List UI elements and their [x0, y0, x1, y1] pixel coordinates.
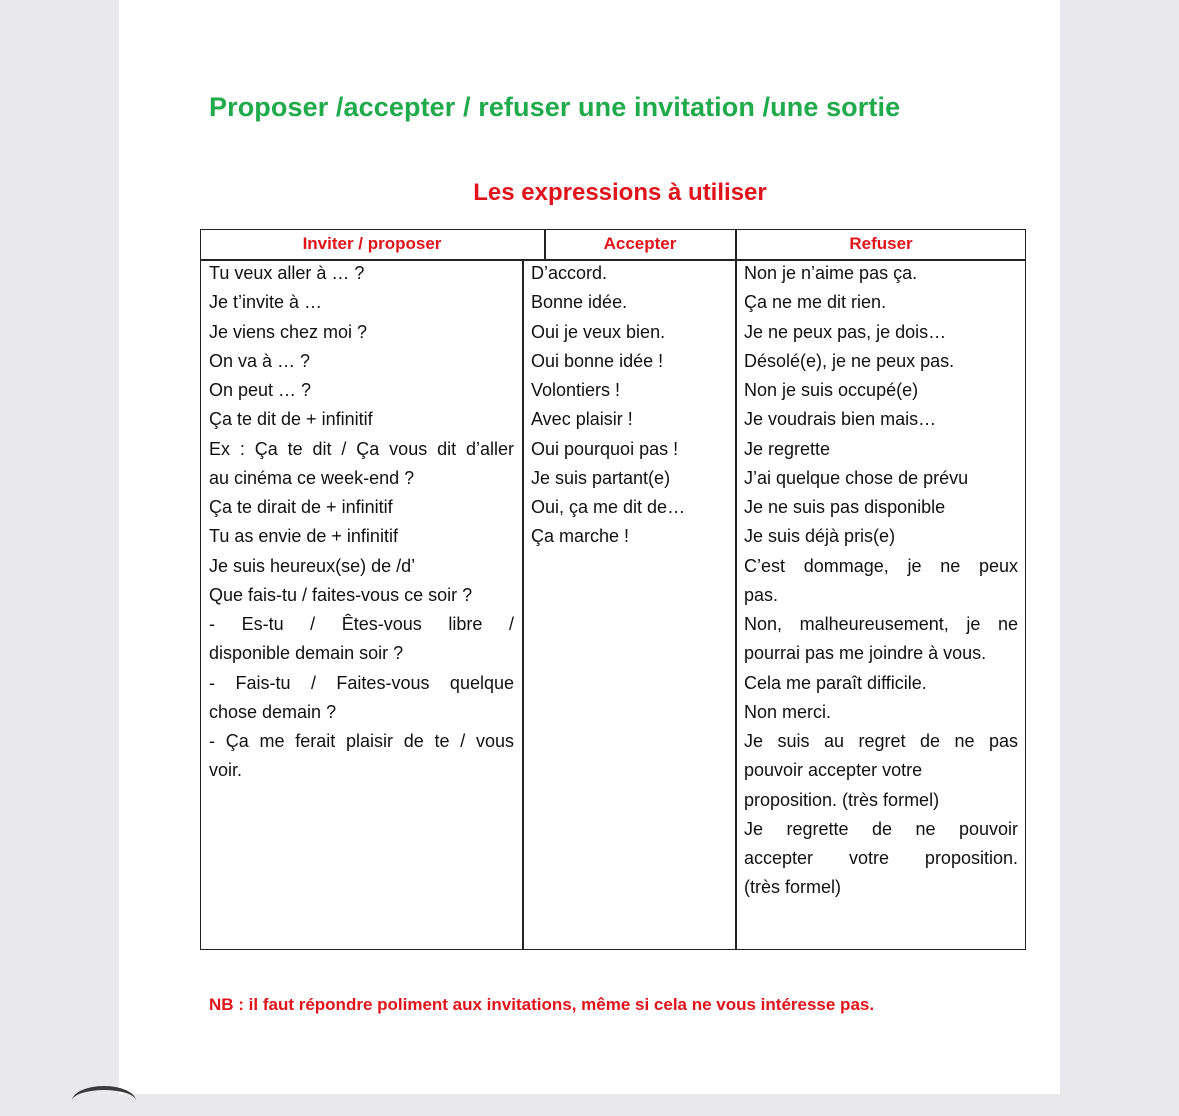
column-inviter-proposer: [209, 259, 514, 786]
table-cell-line: proposition. (très formel): [744, 789, 940, 810]
table-cell-line: Oui bonne idée !: [531, 350, 664, 371]
header-accepter: Accepter: [603, 234, 677, 253]
table-cell-line: Que fais-tu / faites-vous ce soir ?: [209, 584, 473, 605]
table-cell-line: accepter votre proposition.: [744, 848, 1018, 868]
table-cell-line: Je regrette: [744, 438, 831, 459]
table-cell-line: Je ne suis pas disponible: [744, 497, 946, 517]
table-cell-line: J’ai quelque chose de prévu: [744, 467, 969, 488]
table-cell-line: Je regrette de ne pouvoir: [744, 818, 1018, 839]
section-subtitle: Les expressions à utiliser: [473, 179, 767, 206]
table-cell-line: Oui pourquoi pas !: [531, 438, 679, 459]
table-cell-line: Je suis au regret de ne pas: [744, 731, 1018, 751]
table-cell-line: D’accord.: [531, 263, 608, 283]
column-accepter: [531, 259, 731, 552]
table-cell-line: Cela me paraît difficile.: [744, 672, 927, 693]
table-cell-line: - Fais-tu / Faites-vous quelque: [209, 672, 514, 693]
table-cell-line: (très formel): [744, 877, 842, 898]
scroll-indicator: [72, 1086, 136, 1116]
table-cell-line: Désolé(e), je ne peux pas.: [744, 350, 955, 371]
table-cell-line: Je ne peux pas, je dois…: [744, 321, 947, 342]
column-refuser: [744, 259, 1018, 903]
table-cell-line: Non je suis occupé(e): [744, 380, 919, 400]
table-cell-line: Je suis déjà pris(e): [744, 526, 896, 547]
table-cell-line: - Es-tu / Êtes-vous libre /: [209, 614, 514, 634]
table-cell-line: chose demain ?: [209, 701, 337, 722]
table-cell-line: pas.: [744, 584, 779, 605]
table-cell-line: Non, malheureusement, je ne: [744, 614, 1018, 634]
table-cell-line: pourrai pas me joindre à vous.: [744, 643, 987, 664]
table-cell-line: Ça te dirait de + infinitif: [209, 497, 393, 517]
table-cell-line: Tu as envie de + infinitif: [209, 526, 398, 547]
table-cell-line: Je suis heureux(se) de /d’: [209, 555, 416, 576]
table-cell-line: Ça te dit de + infinitif: [209, 409, 373, 430]
table-cell-line: disponible demain soir ?: [209, 643, 404, 664]
table-cell-line: Je t’invite à …: [209, 292, 323, 313]
table-cell-line: pouvoir accepter votre: [744, 760, 923, 781]
table-cell-line: Tu veux aller à … ?: [209, 263, 365, 283]
header-inviter-proposer: Inviter / proposer: [302, 234, 442, 253]
table-cell-line: - Ça me ferait plaisir de te / vous: [209, 731, 514, 751]
body-column-divider-2: [735, 259, 737, 950]
table-cell-line: Bonne idée.: [531, 292, 628, 313]
table-cell-line: Ça ne me dit rien.: [744, 292, 887, 313]
table-cell-line: voir.: [209, 760, 243, 781]
table-cell-line: Non je n’aime pas ça.: [744, 263, 918, 283]
body-column-divider-1: [522, 259, 524, 950]
table-cell-line: Je viens chez moi ?: [209, 321, 368, 342]
table-cell-line: Volontiers !: [531, 380, 621, 400]
table-cell-line: C’est dommage, je ne peux: [744, 555, 1018, 576]
table-cell-line: Oui je veux bien.: [531, 321, 666, 342]
table-cell-line: On peut … ?: [209, 380, 312, 400]
table-cell-line: Avec plaisir !: [531, 409, 633, 430]
table-cell-line: Je voudrais bien mais…: [744, 409, 937, 430]
table-cell-line: Oui, ça me dit de…: [531, 497, 686, 517]
table-cell-line: Je suis partant(e): [531, 467, 671, 488]
header-refuser: Refuser: [849, 234, 913, 253]
table-cell-line: Non merci.: [744, 701, 832, 722]
document-title: Proposer /accepter / refuser une invitation /une sortie: [209, 92, 901, 122]
table-cell-line: Ex : Ça te dit / Ça vous dit d’aller: [209, 438, 514, 459]
footnote-nb: NB : il faut répondre poliment aux invitations, même si cela ne vous intéresse pas.: [209, 995, 875, 1014]
table-cell-line: On va à … ?: [209, 350, 311, 371]
table-cell-line: Ça marche !: [531, 526, 630, 547]
table-cell-line: au cinéma ce week-end ?: [209, 467, 415, 488]
